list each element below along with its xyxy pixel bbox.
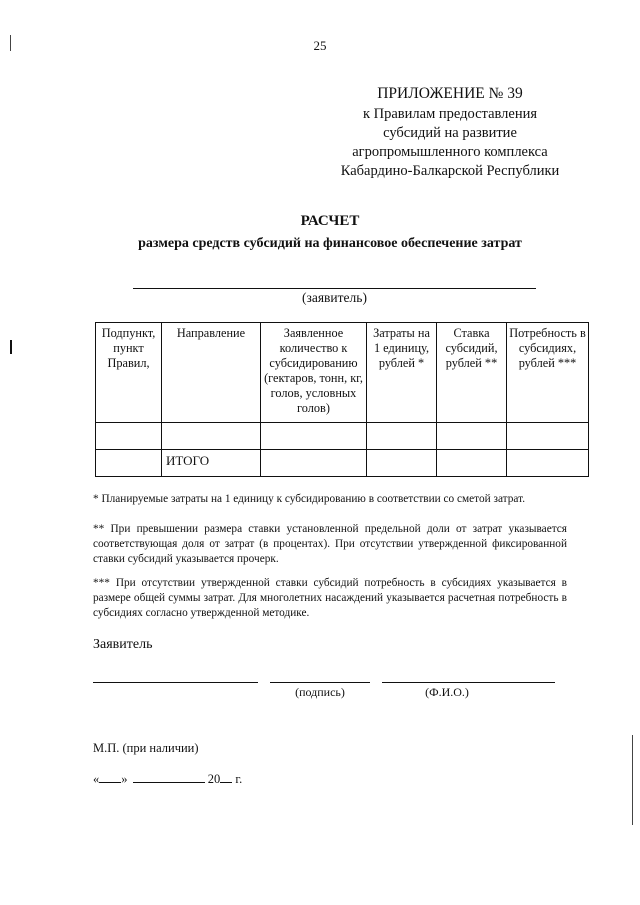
table-cell	[507, 450, 589, 477]
document-subtitle: размера средств субсидий на финансовое обеспечение затрат	[138, 236, 522, 251]
signature-blank-line	[270, 682, 370, 683]
header-quantity: Заявленное количество к субсидированию (гектаров, тонн, кг, голов, условных голов)	[261, 323, 367, 423]
table-cell	[261, 423, 367, 450]
footnote-2: ** При превышении размера ставки установленной предельной доли от затрат указывается соответствующая доля от затрат (в процентах). При отсутствии утвержденной фиксированной ставки субсидий указывается прочерк.	[93, 523, 567, 565]
year-suffix: г.	[235, 772, 243, 786]
applicant-caption: (заявитель)	[302, 290, 367, 305]
year-prefix: 20	[207, 772, 221, 786]
table-cell	[96, 423, 162, 450]
table-cell	[437, 423, 507, 450]
appendix-header	[300, 84, 600, 181]
date-open-quote: «	[93, 772, 100, 786]
name-blank-line	[382, 682, 555, 683]
header-cost-per-unit: Затраты на 1 единицу, рублей *	[367, 323, 437, 423]
footnote-1: * Планируемые затраты на 1 единицу к субсидированию в соответствии со сметой затрат.	[93, 493, 526, 505]
table-cell	[96, 450, 162, 477]
table-cell	[507, 423, 589, 450]
scan-mark-left-mid	[10, 340, 12, 354]
stamp-label: М.П. (при наличии)	[93, 741, 199, 755]
table-header-row	[96, 323, 589, 423]
header-direction: Направление	[162, 323, 261, 423]
applicant-blank-line	[133, 288, 536, 289]
table-total-row	[96, 450, 589, 477]
appendix-line-1: к Правилам предоставления	[362, 106, 538, 122]
table-row	[96, 423, 589, 450]
year-blank	[220, 770, 232, 783]
signer-label: Заявитель	[93, 637, 153, 652]
appendix-title: ПРИЛОЖЕНИЕ № 39	[377, 85, 523, 102]
calculation-table	[95, 322, 589, 477]
table-cell	[437, 450, 507, 477]
total-label: ИТОГО	[162, 450, 261, 477]
appendix-line-2: субсидий на развитие	[383, 125, 517, 141]
header-subsidy-need: Потребность в субсидиях, рублей ***	[507, 323, 589, 423]
name-caption: (Ф.И.О.)	[425, 685, 469, 699]
header-clause: Подпункт, пункт Правил,	[96, 323, 162, 423]
day-blank	[99, 770, 121, 783]
signature-caption: (подпись)	[295, 685, 345, 699]
footnote-3: *** При отсутствии утвержденной ставки субсидий потребность в субсидиях указывается в размере общей суммы затрат. Для многолетних насаждений указывается расчетная потребность в субсидиях согласно утвержденной методике.	[93, 577, 567, 619]
date-row	[93, 770, 242, 787]
document-title: РАСЧЕТ	[300, 213, 360, 229]
date-close-quote: »	[121, 772, 128, 786]
header-subsidy-rate: Ставка субсидий, рублей **	[437, 323, 507, 423]
table-cell	[367, 423, 437, 450]
page-number: 25	[313, 38, 327, 53]
table-cell	[162, 423, 261, 450]
month-blank	[133, 770, 205, 783]
appendix-line-3: агропромышленного комплекса	[352, 144, 548, 160]
position-blank-line	[93, 682, 258, 683]
appendix-line-4: Кабардино-Балкарской Республики	[340, 163, 560, 179]
scan-mark-right-bottom	[632, 735, 633, 825]
table-cell	[367, 450, 437, 477]
table-cell	[261, 450, 367, 477]
